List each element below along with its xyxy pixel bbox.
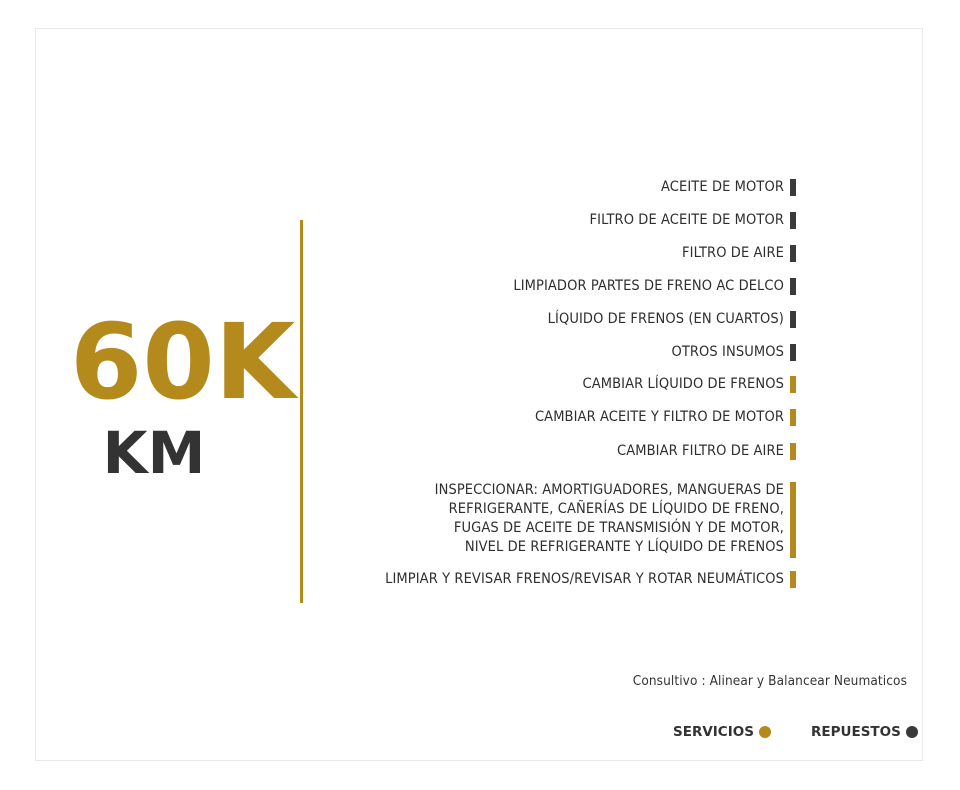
maintenance-item-line: LIMPIADOR PARTES DE FRENO AC DELCO: [513, 278, 784, 294]
maintenance-item-line: CAMBIAR LÍQUIDO DE FRENOS: [582, 376, 784, 392]
servicios-marker-icon: [790, 571, 796, 588]
maintenance-item-line: CAMBIAR ACEITE Y FILTRO DE MOTOR: [534, 409, 784, 425]
servicios-marker-icon: [790, 443, 796, 460]
maintenance-item-line: OTROS INSUMOS: [671, 344, 784, 360]
maintenance-item: [661, 178, 784, 197]
maintenance-item-line: LIMPIAR Y REVISAR FRENOS/REVISAR Y ROTAR NEUMÁTICOS: [385, 571, 784, 587]
servicios-marker-icon: [790, 409, 796, 426]
legend-repuestos: [811, 724, 918, 740]
maintenance-item: [583, 375, 784, 394]
maintenance-item-line: ACEITE DE MOTOR: [661, 179, 784, 195]
repuestos-marker-icon: [790, 245, 796, 262]
maintenance-item-line: REFRIGERANTE, CAÑERÍAS DE LÍQUIDO DE FRENO,: [448, 501, 784, 517]
repuestos-marker-icon: [790, 311, 796, 328]
maintenance-item: [590, 211, 784, 230]
maintenance-item: [617, 442, 784, 461]
mileage-unit: KM: [102, 419, 206, 487]
maintenance-item-line: NIVEL DE REFRIGERANTE Y LÍQUIDO DE FRENOS: [464, 539, 784, 555]
maintenance-item: [435, 481, 784, 557]
legend-servicios-label: SERVICIOS: [673, 724, 754, 740]
maintenance-item-line: CAMBIAR FILTRO DE AIRE: [617, 443, 784, 459]
maintenance-item: [682, 244, 784, 263]
maintenance-item-line: INSPECCIONAR: AMORTIGUADORES, MANGUERAS DE: [434, 482, 784, 498]
servicios-marker-icon: [790, 376, 796, 393]
servicios-marker-icon: [790, 482, 796, 558]
maintenance-item: [513, 277, 784, 296]
maintenance-item-line: LÍQUIDO DE FRENOS (EN CUARTOS): [547, 311, 784, 327]
vertical-divider: [300, 220, 303, 603]
maintenance-item: [535, 408, 784, 427]
maintenance-item: [385, 570, 784, 589]
maintenance-item-line: FUGAS DE ACEITE DE TRANSMISIÓN Y DE MOTOR,: [453, 520, 784, 536]
legend-servicios: [673, 724, 771, 740]
repuestos-marker-icon: [790, 212, 796, 229]
legend-repuestos-label: REPUESTOS: [811, 724, 901, 740]
maintenance-item: [548, 310, 784, 329]
repuestos-marker-icon: [790, 344, 796, 361]
repuestos-dot-icon: [906, 726, 918, 738]
repuestos-marker-icon: [790, 179, 796, 196]
repuestos-marker-icon: [790, 278, 796, 295]
mileage-number: 60K: [70, 301, 296, 423]
maintenance-item: [671, 343, 784, 362]
maintenance-item-line: FILTRO DE ACEITE DE MOTOR: [589, 212, 784, 228]
maintenance-item-line: FILTRO DE AIRE: [682, 245, 784, 261]
advisory-note: Consultivo : Alinear y Balancear Neumaticos: [632, 673, 907, 689]
servicios-dot-icon: [759, 726, 771, 738]
